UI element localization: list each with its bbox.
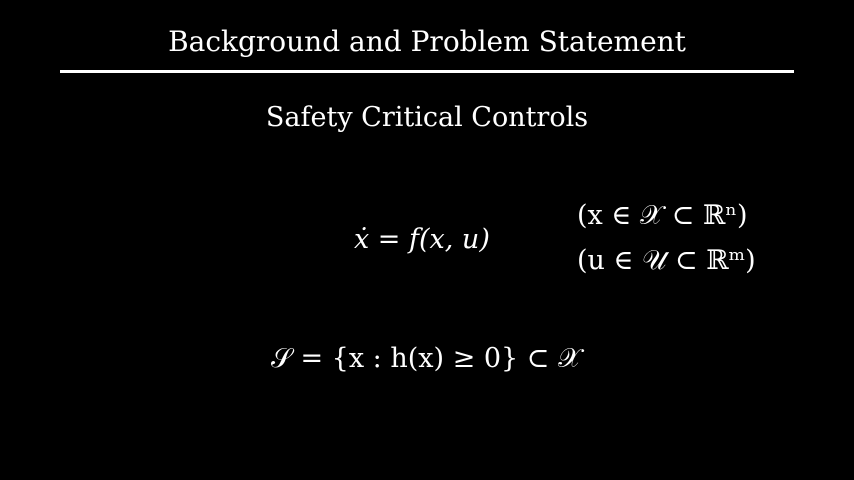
title-divider — [60, 70, 794, 73]
section-subtitle: Safety Critical Controls — [265, 102, 589, 133]
safe-set-equation: 𝒮 = {x : h(x) ≥ 0} ⊂ 𝒳 — [271, 343, 582, 374]
input-domain-equation: (u ∈ 𝒰 ⊂ ℝᵐ) — [577, 245, 756, 276]
slide-title: Background and Problem Statement — [168, 25, 686, 58]
state-domain-equation: (x ∈ 𝒳 ⊂ ℝⁿ) — [577, 200, 748, 231]
dynamics-equation: ẋ = f(x, u) — [354, 224, 490, 255]
